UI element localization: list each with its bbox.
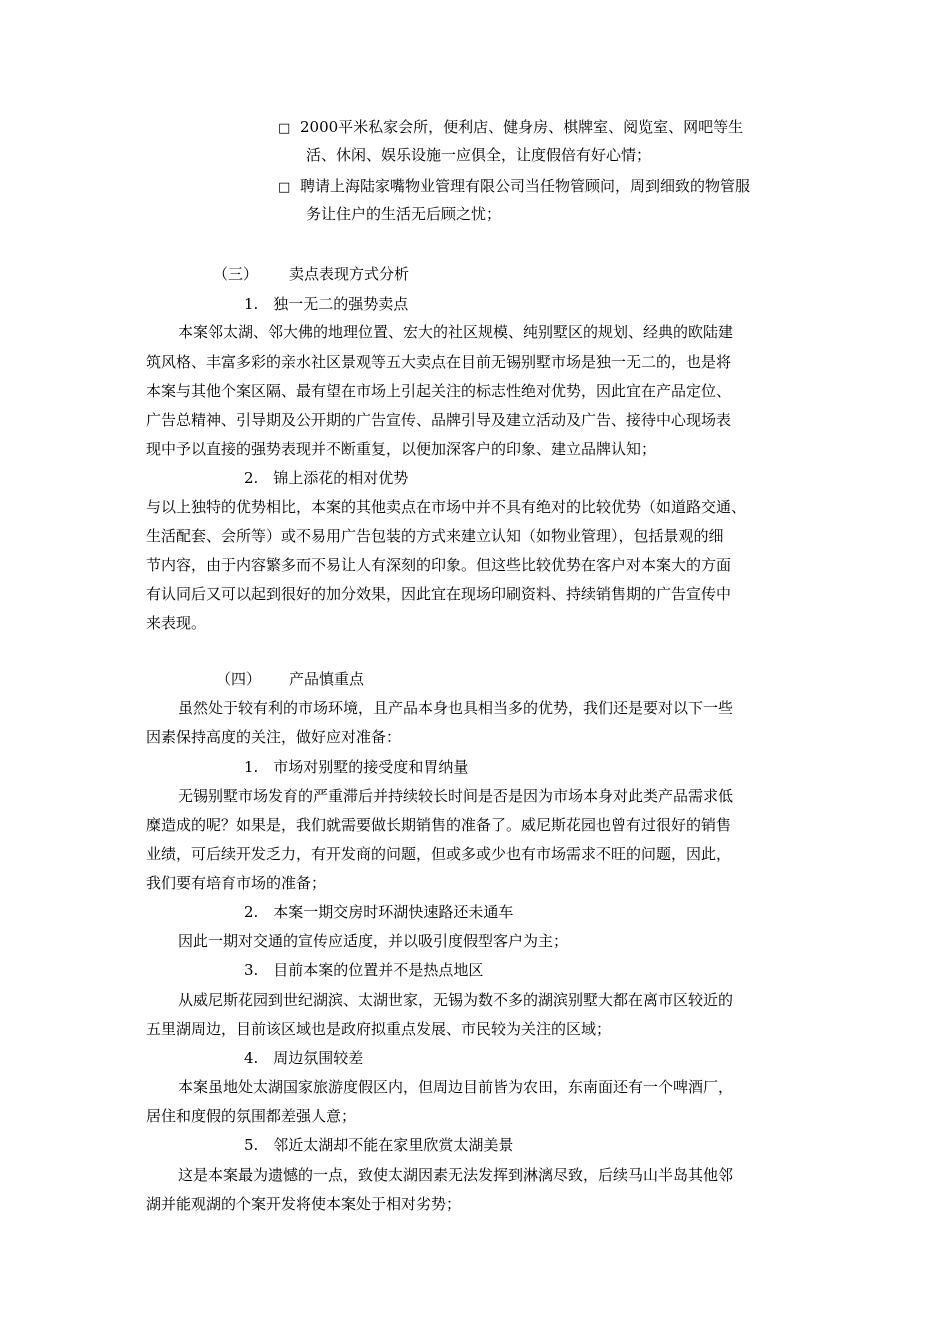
section-4-item-3-heading: 3. 目前本案的位置并不是热点地区 [244, 961, 484, 979]
section-4-item-4-para-line: 本案虽地处太湖国家旅游度假区内，但周边目前皆为农田，东南面还有一个啤酒厂， [178, 1078, 734, 1096]
checkbox-square-icon: □ [278, 121, 291, 136]
section-3-item-1-para-line: 筑风格、丰富多彩的亲水社区景观等五大卖点在目前无锡别墅市场是独一无二的，也是将 [146, 353, 732, 371]
section-3-title: 卖点表现方式分析 [289, 265, 410, 283]
section-4-item-1-para-line: 业绩，可后续开发乏力，有开发商的问题，但或多或少也有市场需求不旺的问题，因此， [146, 845, 732, 863]
section-4-title: 产品慎重点 [289, 670, 365, 688]
section-3-item-1-para-line: 本案与其他个案区隔、最有望在市场上引起关注的标志性绝对优势，因此宜在产品定位、 [146, 382, 732, 400]
section-4-item-1-para-line: 我们要有培育市场的准备； [146, 874, 327, 892]
section-3-item-2-para-line: 来表现。 [146, 614, 207, 632]
section-3-item-2-para-line: 有认同后又可以起到很好的加分效果，因此宜在现场印刷资料、持续销售期的广告宣传中 [146, 585, 732, 603]
section-4-item-1-para-line: 糜造成的呢？如果是，我们就需要做长期销售的准备了。威尼斯花园也曾有过很好的销售 [146, 816, 732, 834]
section-4-number: （四） [216, 670, 262, 688]
section-4-item-5-para-line: 湖并能观湖的个案开发将使本案处于相对劣势； [146, 1195, 462, 1213]
section-3-number: （三） [213, 265, 259, 283]
section-3-item-1-heading: 1. 独一无二的强势卖点 [244, 295, 409, 313]
section-3-item-2-para-line: 生活配套、会所等）或不易用广告包装的方式来建立认知（如物业管理），包括景观的细 [146, 527, 724, 545]
bullet-item-2-line-2: 务让住户的生活无后顾之忧； [306, 205, 502, 223]
bullet-item-2-line-1: □ 聘请上海陆家嘴物业管理有限公司当任物管顾问，周到细致的物管服 [278, 176, 750, 198]
section-3-item-2-para-line: 与以上独特的优势相比，本案的其他卖点在市场中并不具有绝对的比较优势（如道路交通、 [146, 498, 747, 516]
section-4-item-1-para-line: 无锡别墅市场发育的严重滞后并持续较长时间是否是因为市场本身对此类产品需求低 [178, 787, 734, 805]
section-4-item-1-heading: 1. 市场对别墅的接受度和胃纳量 [244, 758, 469, 776]
section-4-item-4-heading: 4. 周边氛围较差 [244, 1049, 364, 1067]
section-4-item-3-para-line: 从威尼斯花园到世纪湖滨、太湖世家，无锡为数不多的湖滨别墅大都在离市区较近的 [178, 991, 734, 1009]
section-4-item-4-para-line: 居住和度假的氛围都差强人意； [146, 1107, 357, 1125]
section-4-item-5-heading: 5. 邻近太湖却不能在家里欣赏太湖美景 [244, 1136, 514, 1154]
section-4-intro-line: 虽然处于较有利的市场环境，且产品本身也具相当多的优势，我们还是要对以下一些 [178, 699, 734, 717]
section-3-item-2-para-line: 节内容，由于内容繁多而不易让人有深刻的印象。但这些比较优势在客户对本案大的方面 [146, 556, 732, 574]
section-4-item-2-para-line: 因此一期对交通的宣传应适度，并以吸引度假型客户为主； [178, 932, 569, 950]
section-4-intro-line: 因素保持高度的关注，做好应对准备： [146, 728, 402, 746]
section-4-item-2-heading: 2. 本案一期交房时环湖快速路还未通车 [244, 903, 514, 921]
bullet-item-1-line-1: □ 2000平米私家会所，便利店、健身房、棋牌室、阅览室、网吧等生 [278, 117, 743, 139]
section-3-item-1-para-line: 现中予以直接的强势表现并不断重复，以便加深客户的印象、建立品牌认知； [146, 440, 657, 458]
section-3-item-1-para-line: 本案邻太湖、邻大佛的地理位置、宏大的社区规模、纯别墅区的规划、经典的欧陆建 [178, 323, 734, 341]
bullet-item-1-line-2: 活、休闲、娱乐设施一应俱全，让度假倍有好心情； [306, 146, 652, 164]
section-3-item-2-heading: 2. 锦上添花的相对优势 [244, 469, 409, 487]
section-4-item-5-para-line: 这是本案最为遗憾的一点，致使太湖因素无法发挥到淋漓尽致，后续马山半岛其他邻 [178, 1166, 734, 1184]
section-4-item-3-para-line: 五里湖周边，目前该区域也是政府拟重点发展、市民较为关注的区域； [146, 1020, 612, 1038]
checkbox-square-icon: □ [278, 180, 291, 195]
section-3-item-1-para-line: 广告总精神、引导期及公开期的广告宣传、品牌引导及建立活动及广告、接待中心现场表 [146, 411, 732, 429]
